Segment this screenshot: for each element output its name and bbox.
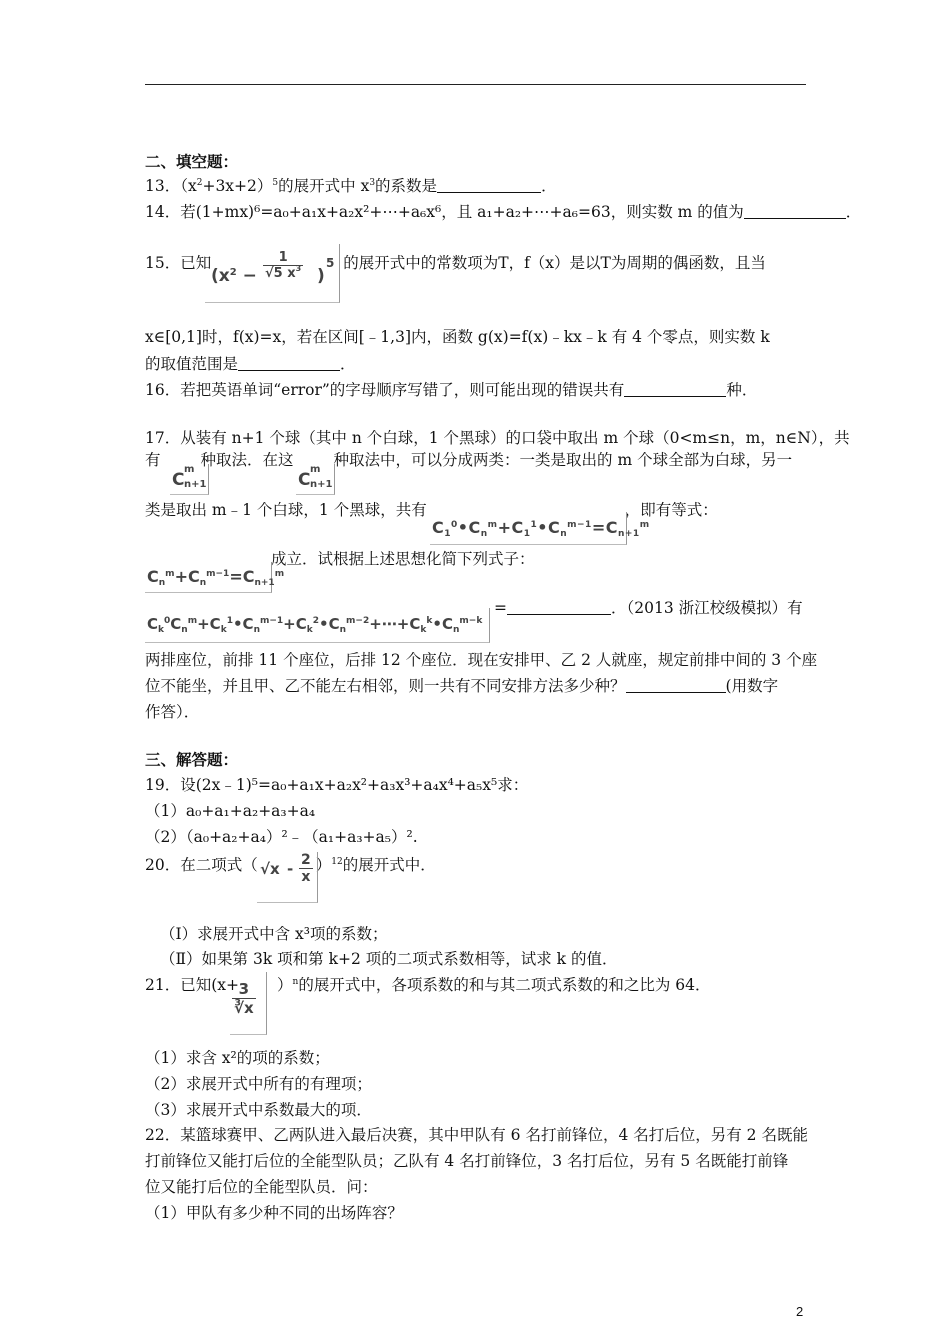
answer-blank-18[interactable] [626, 678, 726, 693]
question-21-stem: 21．已知(x+ ）$^n$的展开式中，各项系数的和与其二项式系数的和之比为 64． [145, 976, 711, 994]
answer-blank-15[interactable] [238, 356, 340, 371]
question-17-line1: 17．从装有 n+1 个球（其中 n 个白球，1 个黑球）的口袋中取出 m 个球（0<m≤n，m，n∈N），共 [145, 429, 850, 447]
answer-blank-14[interactable] [744, 204, 846, 219]
question-20-stem: 20．在二项式（ ）$^{12}$的展开式中． [145, 856, 436, 874]
formula-equation-2: $C_n^m+C_n^{m-1}=C_{n+1}^m$ [145, 562, 272, 593]
question-15-line2: x∈[0,1]时，f(x)=x，若在区间[﹣1,3]内，函数 g(x)=f(x)﹣kx﹣k 有 4 个零点，则实数 k [145, 328, 770, 346]
question-14: 14．若(1+mx)⁶=a₀+a₁x+a₂x²+⋯+a₆x⁶，且 a₁+a₂+⋯+a₆=63，则实数 m 的值为 ． [145, 203, 862, 221]
question-21-part1: （1）求含 x²的项的系数； [145, 1049, 330, 1067]
question-15-line3: 的取值范围是 ． [145, 355, 356, 373]
question-20-part1: （Ⅰ）求展开式中含 x³项的系数； [160, 925, 388, 943]
page-number: 2 [796, 1304, 804, 1319]
question-17-line4: 成立．试根据上述思想化简下列式子： [271, 550, 535, 568]
answer-blank-13[interactable] [437, 178, 541, 193]
formula-combination-1: C m n+1 [170, 464, 209, 495]
question-21-part3: （3）求展开式中系数最大的项． [145, 1101, 372, 1119]
formula-20-image: √x - $\frac{2}{x}$ [257, 852, 318, 903]
formula-21-image: $\frac{3}{∛x}$ [230, 972, 267, 1035]
question-13: 13．$(x^2+3x+2)^5$的展开式中 $x^3$的系数是 ． [145, 177, 557, 195]
question-17-line5: = ．（2013 浙江校级模拟）有 [494, 599, 803, 617]
question-22-line1: 22．某篮球赛甲、乙两队进入最后决赛，其中甲队有 6 名打前锋位，4 名打后位，另有 2 名既能 [145, 1126, 808, 1144]
formula-combination-2: C m n+1 [296, 464, 335, 495]
section-2-heading: 二、填空题： [145, 152, 239, 171]
question-19-stem: 19．设(2x﹣1)⁵=a₀+a₁x+a₂x²+a₃x³+a₄x⁴+a₅x⁵求： [145, 776, 529, 794]
answer-blank-16[interactable] [624, 382, 726, 397]
question-18-line2: 位不能坐，并且甲、乙不能左右相邻，则一共有不同安排方法多少种？ (用数字 [145, 677, 779, 695]
question-17-line3: 类是取出 m﹣1 个白球，1 个黑球，共有 ，即有等式： [145, 501, 718, 519]
formula-equation-1: $C_1^0•C_n^m+C_1^1•C_n^{m-1}=C_{n+1}^m$ [430, 512, 627, 545]
question-19-part2: （2）（a₀+a₂+a₄）²﹣（a₁+a₃+a₅）². [145, 828, 418, 846]
question-18-line1: 两排座位，前排 11 个座位，后排 12 个座位．现在安排甲、乙 2 人就座，规定前排中间的 3 个座 [145, 651, 818, 669]
question-17-line2: 有 种取法．在这 种取法中，可以分成两类：一类是取出的 m 个球全部为白球，另一 [145, 451, 793, 469]
question-16: 16．若把英语单词“error”的字母顺序写错了，则可能出现的错误共有 种． [145, 381, 758, 399]
formula-15-image: ($x^2$ − $\frac{1}{√5 x^3}$ ) 5 [205, 244, 340, 303]
question-22-part1: （1）甲队有多少种不同的出场阵容？ [145, 1204, 403, 1222]
question-20-part2: （Ⅱ）如果第 3k 项和第 k+2 项的二项式系数相等，试求 k 的值． [160, 950, 618, 968]
question-22-line2: 打前锋位又能打后位的全能型队员；乙队有 4 名打前锋位，3 名打后位，另有 5 名既能打前锋 [145, 1152, 789, 1170]
question-21-part2: （2）求展开式中所有的有理项； [145, 1075, 372, 1093]
section-3-heading: 三、解答题： [145, 750, 239, 769]
header-rule [145, 84, 806, 85]
question-19-part1: （1）a₀+a₁+a₂+a₃+a₄ [145, 802, 316, 820]
question-22-line3: 位又能打后位的全能型队员．问： [145, 1178, 378, 1196]
question-18-line3: 作答）． [145, 703, 200, 721]
question-15-line1: 15．已知 的展开式中的常数项为T，f（x）是以T为周期的偶函数，且当 [145, 254, 766, 272]
formula-equation-3: $C_k^0C_n^m+C_k^1•C_n^{m-1}+C_k^2•C_n^{m-2}+\cdots+C_k^k•C_n^{m-k}$ [145, 608, 490, 643]
answer-blank-17[interactable] [507, 600, 611, 615]
